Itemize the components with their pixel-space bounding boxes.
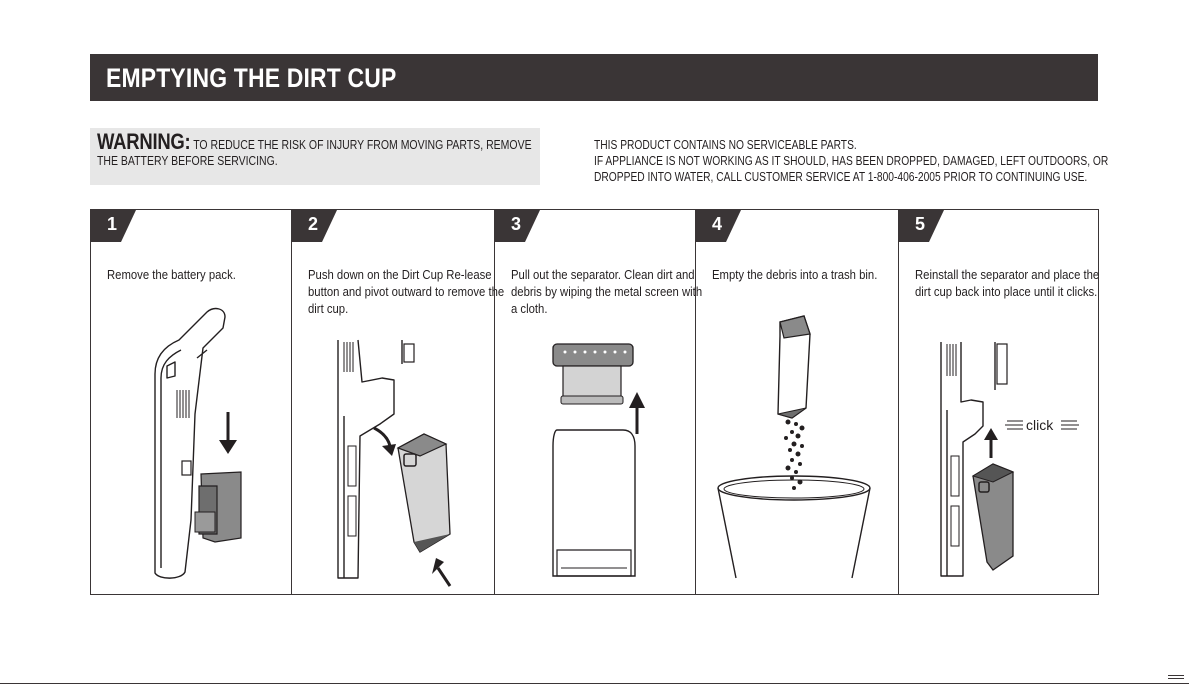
notice-line-3: DROPPED INTO WATER, CALL CUSTOMER SERVICE AT 1-800-406-2005 PRIOR TO CONTINUING USE. bbox=[594, 170, 1088, 184]
warning-content bbox=[97, 129, 534, 169]
step-2-number: 2 bbox=[308, 214, 319, 234]
step-5-text: Reinstall the separator and place the dirt cup back into place until it clicks. bbox=[915, 267, 1100, 299]
step-4 bbox=[695, 210, 899, 594]
section-title-bar bbox=[90, 54, 1098, 101]
steps-panel bbox=[90, 209, 1099, 595]
click-label: click bbox=[1026, 417, 1054, 433]
step-3-number: 3 bbox=[511, 214, 522, 234]
step-4-text: Empty the debris into a trash bin. bbox=[712, 267, 878, 282]
step-2-badge bbox=[292, 210, 352, 244]
step-1-number: 1 bbox=[107, 214, 118, 234]
notice-line-1: THIS PRODUCT CONTAINS NO SERVICEABLE PARTS. bbox=[594, 138, 857, 152]
warning-label: WARNING: bbox=[97, 129, 191, 154]
notice-line-2: IF APPLIANCE IS NOT WORKING AS IT SHOULD, HAS BEEN DROPPED, DAMAGED, LEFT OUTDOORS, OR bbox=[594, 154, 1109, 168]
page-bottom-rule bbox=[0, 683, 1189, 684]
step-1-badge bbox=[91, 210, 151, 244]
step-1-text: Remove the battery pack. bbox=[107, 267, 236, 282]
page-title: EMPTYING THE DIRT CUP bbox=[106, 63, 397, 93]
dirt-cup-reinstall-illustration bbox=[899, 306, 1099, 594]
emptying-debris-illustration bbox=[696, 306, 899, 594]
step-5 bbox=[898, 210, 1099, 594]
step-2 bbox=[291, 210, 505, 594]
warning-box bbox=[90, 128, 540, 185]
step-4-number: 4 bbox=[712, 214, 723, 234]
step-5-badge bbox=[899, 210, 959, 244]
step-4-badge bbox=[696, 210, 756, 244]
separator-cleaning-illustration bbox=[495, 306, 696, 594]
warning-text: TO REDUCE THE RISK OF INJURY FROM MOVING PARTS, REMOVE THE BATTERY BEFORE SERVICING. bbox=[97, 138, 532, 168]
step-3 bbox=[494, 210, 703, 594]
dirt-cup-removal-illustration bbox=[292, 306, 495, 594]
vacuum-battery-removal-illustration bbox=[91, 306, 291, 594]
step-3-badge bbox=[495, 210, 555, 244]
step-1 bbox=[91, 210, 291, 594]
step-3-text: Pull out the separator. Clean dirt and debris by wiping the metal screen with a cloth. bbox=[511, 267, 703, 316]
service-notice bbox=[594, 137, 1109, 185]
page-corner-mark bbox=[1168, 675, 1184, 679]
step-5-number: 5 bbox=[915, 214, 926, 234]
step-2-text: Push down on the Dirt Cup Re-lease button and pivot outward to remove the dirt cup. bbox=[308, 267, 505, 316]
